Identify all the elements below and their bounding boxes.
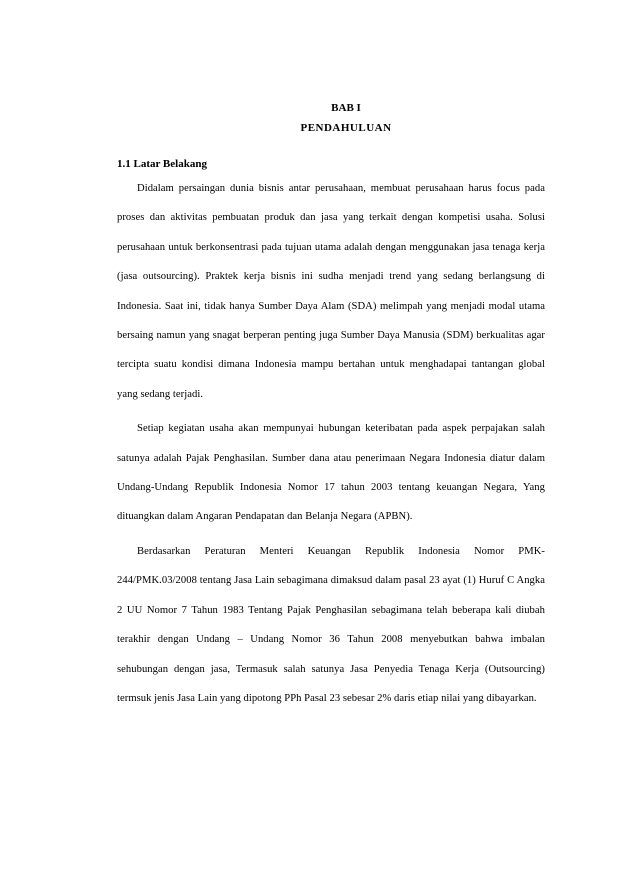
chapter-title: PENDAHULUAN: [300, 122, 392, 134]
section-heading: 1.1 Latar Belakang: [117, 158, 207, 170]
paragraph: Berdasarkan Peraturan Menteri Keuangan Republik Indonesia Nomor PMK-244/PMK.03/2008 tentang Jasa Lain sebagimana dimaksud dalam pasal 23 ayat (1) Huruf C Angka 2 UU Nomor 7 Tahun 1983 Tentang Pajak Penghasilan sebagimana telah beberapa kali diubah terakhir dengan Undang – Undang Nomor 36 Tahun 2008 menyebutkan bahwa imbalan sehubungan dengan jasa, Termasuk salah satunya Jasa Penyedia Tenaga Kerja (Outsourcing) termsuk jenis Jasa Lain yang dipotong PPh Pasal 23 sebesar 2% daris etiap nilai yang dibayarkan.: [117, 545, 545, 704]
paragraph: Didalam persaingan dunia bisnis antar perusahaan, membuat perusahaan harus focus pada proses dan aktivitas pembuatan produk dan jasa yang terkait dengan kompetisi usaha. Solusi perusahaan untuk berkonsentrasi pada tujuan utama adalah dengan menggunakan jasa tenaga kerja (jasa outsourcing). Praktek kerja bisnis ini sudha menjadi trend yang sedang berlangsung di Indonesia. Saat ini, tidak hanya Sumber Daya Alam (SDA) melimpah yang menjadi modal utama bersaing namun yang snagat berperan penting juga Sumber Daya Manusia (SDM) berkualitas agar tercipta suatu kondisi dimana Indonesia mampu bertahan untuk menghadapai tantangan global yang sedang terjadi.: [117, 183, 545, 400]
page-content: [117, 98, 545, 718]
paragraph: Setiap kegiatan usaha akan mempunyai hubungan keteribatan pada aspek perpajakan salah satunya adalah Pajak Penghasilan. Sumber dana atau penerimaan Negara Indonesia diatur dalam Undang-Undang Republik Indonesia Nomor 17 tahun 2003 tentang keuangan Negara, Yang dituangkan dalam Angaran Pendapatan dan Belanja Negara (APBN).: [117, 423, 545, 523]
chapter-number: BAB I: [331, 102, 361, 114]
